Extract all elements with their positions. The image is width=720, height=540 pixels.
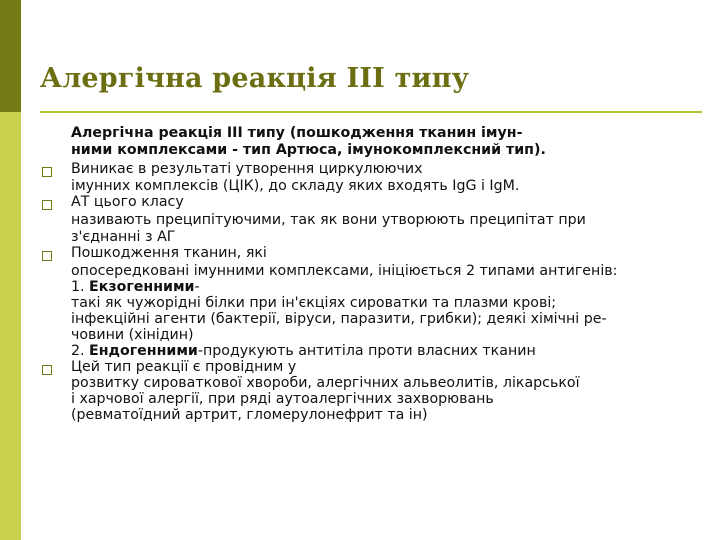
text-line: Пошкодження тканин, які [71,245,267,261]
bullet-icon [42,200,52,210]
text-line [71,343,536,360]
text-line: (ревматоїдний артрит, гломерулонефрит та ін) [71,407,428,423]
text-fragment: -продукують антитіла проти власних тканин [197,343,536,359]
title-underline [40,111,702,113]
text-fragment: - [194,279,200,295]
bullet-icon [42,365,52,375]
text-line: Виникає в результаті утворення циркулюючих [71,161,423,177]
text-line: опосередковані імунними комплексами, ініціюється 2 типами антигенів: [71,263,618,279]
text-line: з'єднанні з АГ [71,229,176,245]
decorative-bar-bottom [0,112,21,540]
text-line: називають преципітуючими, так як вони утворюють преципітат при [71,212,586,228]
text-line: ними комплексами - тип Артюса, імунокомплексний тип). [71,142,546,158]
text-line: Алергічна реакція III типу (пошкодження тканин імун- [71,125,523,141]
text-line: розвитку сироваткової хвороби, алергічних альвеолитів, лікарської [71,375,580,391]
text-line: імунних комплексів (ЦІК), до складу яких входять IgG і IgM. [71,178,520,194]
list-number: 2. [71,343,90,359]
endogenous-label: Ендогенними [89,343,198,359]
bullet-icon [42,251,52,261]
text-line: інфекційні агенти (бактерії, віруси, паразити, грибки); деякі хімічні ре- [71,311,607,327]
text-line: такі як чужорідні білки при ін'єкціях сироватки та плазми крові; [71,295,557,311]
exogenous-label: Екзогенними [89,279,195,295]
text-line: човини (хінідин) [71,327,194,343]
bullet-icon [42,167,52,177]
text-line: Цей тип реакції є провідним у [71,359,297,375]
decorative-bar-top [0,0,21,112]
slide-title: Алергічна реакція III типу [40,63,470,94]
text-line [71,279,200,296]
list-number: 1. [71,279,90,295]
text-line: АТ цього класу [71,194,184,210]
text-line: і харчової алергії, при ряді аутоалергічних захворювань [71,391,494,407]
